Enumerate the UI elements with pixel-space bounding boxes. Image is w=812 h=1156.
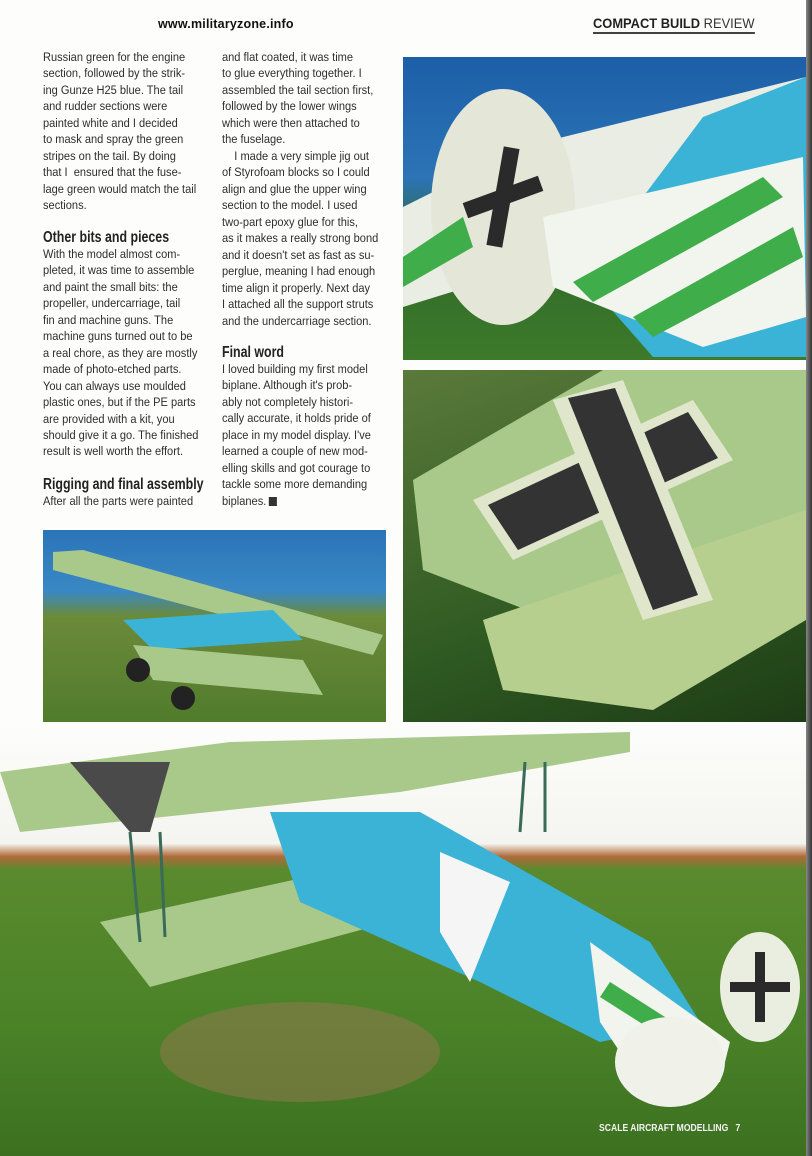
subheading-final-word: Final word	[222, 344, 284, 361]
body-paragraph: Russian green for the engine section, followed by the strik- ing Gunze H25 blue. The tail and rudder sections were painted white and I decided to mask and spray the green stripes on the tail. By doing that I ensured that the fuse- lage green would match the tail sections.	[43, 50, 197, 213]
body-paragraph: and flat coated, it was time to glue everything together. I assembled the tail section first, followed by the lower wings which were then attached to the fuselage.	[222, 50, 374, 147]
photo-tail-closeup	[403, 57, 806, 360]
page-edge	[806, 0, 812, 1156]
section-title-regular: REVIEW	[703, 15, 755, 31]
body-paragraph: With the model almost com- pleted, it was time to assemble and paint the small bits: the propeller, undercarriage, tail fin and machine guns. The machine guns turned out to be a real chore, as they are mostly made of photo-etched parts. You can always use moulded plastic ones, but if the PE parts are provided with a kit, you should give it a go. The finished result is well worth the effort.	[43, 247, 199, 459]
final-paragraph-text: I loved building my first model biplane. Although it's prob- ably not completely histori- cally accurate, it holds pride of place in my model display. I've learned a couple of new mod- elling skills and got courage to tackle some more demanding biplanes.	[222, 362, 371, 508]
body-paragraph: I made a very simple jig out of Styrofoam blocks so I could align and glue the upper wing section to the model. I used two-part epoxy glue for this, as it makes a really strong bond and it doesn't set as fast as su- perglue, meaning I had enough time align it properly. Next day I attached all the support struts and the undercarriage section.	[222, 149, 379, 328]
wing-illustration	[403, 370, 806, 722]
body-paragraph: After all the parts were painted	[43, 494, 194, 508]
photo-side-view	[43, 530, 386, 735]
page-number: 7	[735, 1122, 740, 1134]
website-url: www.militaryzone.info	[158, 17, 294, 31]
magazine-name: SCALE AIRCRAFT MODELLING	[598, 1122, 729, 1134]
page-footer	[599, 1122, 740, 1134]
photo-full-model	[0, 722, 806, 1156]
subheading-rigging: Rigging and final assembly	[43, 476, 204, 493]
tail-illustration	[403, 57, 806, 360]
end-mark-icon	[269, 497, 277, 506]
subheading-other-bits: Other bits and pieces	[43, 229, 170, 246]
body-paragraph	[222, 361, 371, 509]
section-title-bold: COMPACT BUILD	[593, 15, 701, 31]
side-view-illustration	[43, 530, 386, 735]
biplane-illustration	[0, 722, 806, 1156]
photo-wing-cross	[403, 370, 806, 722]
section-title	[593, 15, 754, 34]
